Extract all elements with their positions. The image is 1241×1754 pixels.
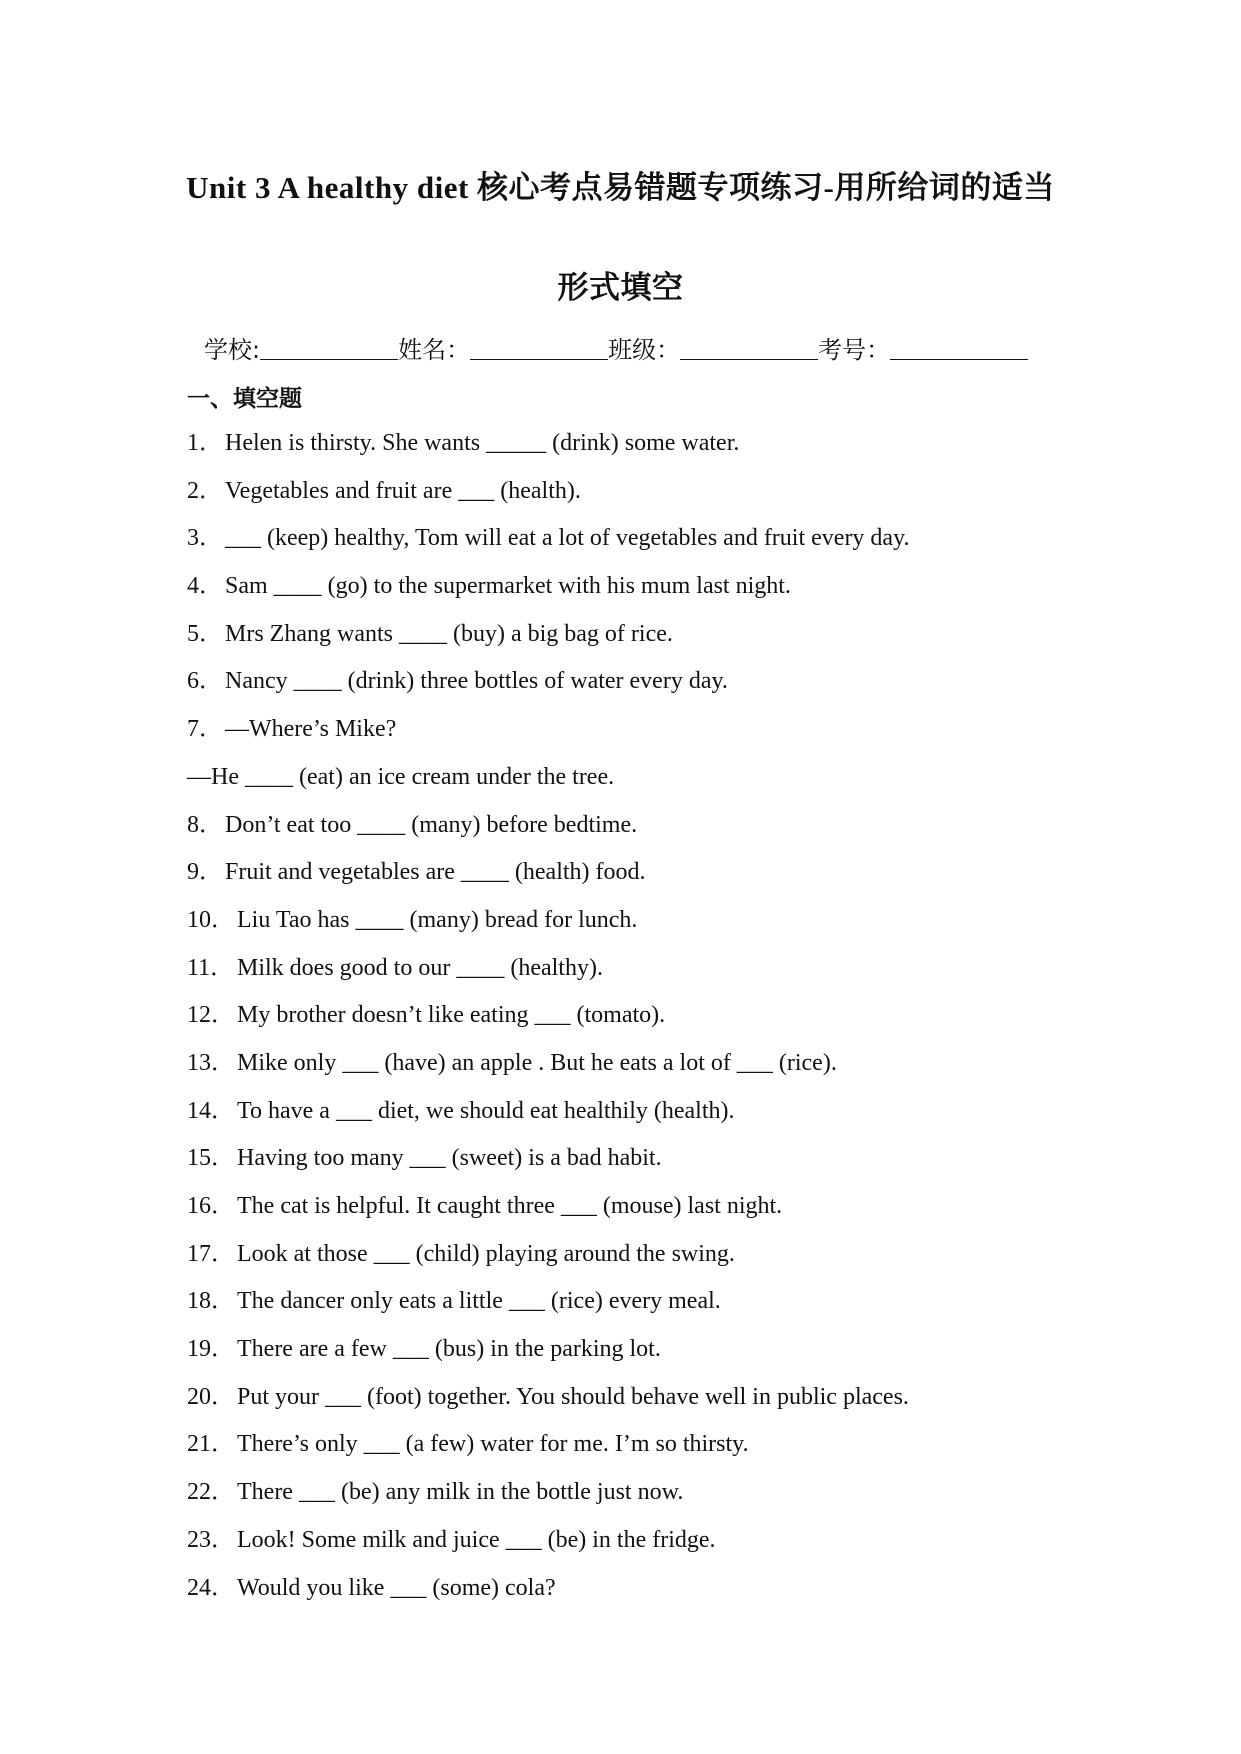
question-item bbox=[187, 1135, 1167, 1183]
question-text: Don’t eat too ____ (many) before bedtime. bbox=[225, 811, 638, 838]
question-number: 12． bbox=[187, 1002, 235, 1029]
question-number: 3． bbox=[187, 525, 223, 552]
question-number: 2． bbox=[187, 477, 223, 504]
question-item bbox=[187, 563, 1167, 611]
question-number: 11． bbox=[187, 954, 235, 981]
question-item bbox=[187, 1088, 1167, 1136]
question-text: Helen is thirsty. She wants _____ (drink) some water. bbox=[225, 430, 740, 456]
question-text: Look! Some milk and juice ___ (be) in the fridge. bbox=[237, 1526, 716, 1553]
question-item bbox=[187, 849, 1167, 897]
question-number: 5． bbox=[187, 620, 223, 647]
question-number: 22． bbox=[187, 1479, 235, 1506]
question-number: 7． bbox=[187, 716, 223, 743]
question-number: 17． bbox=[187, 1240, 235, 1267]
question-text: Liu Tao has ____ (many) bread for lunch. bbox=[237, 906, 638, 933]
question-text: There’s only ___ (a few) water for me. I’m so thirsty. bbox=[237, 1431, 749, 1458]
question-item bbox=[187, 945, 1167, 993]
question-number: 21． bbox=[187, 1431, 235, 1458]
question-number: 10． bbox=[187, 906, 235, 933]
question-item bbox=[187, 1278, 1167, 1326]
question-text: Milk does good to our ____ (healthy). bbox=[237, 954, 603, 981]
question-item bbox=[187, 1421, 1167, 1469]
question-text: Would you like ___ (some) cola? bbox=[237, 1574, 556, 1601]
student-info-row bbox=[204, 330, 1104, 365]
page-title-line-2: 形式填空 bbox=[557, 270, 684, 305]
question-number: 16． bbox=[187, 1193, 235, 1219]
question-item bbox=[187, 897, 1167, 945]
question-number: 19． bbox=[187, 1336, 235, 1363]
question-item bbox=[187, 658, 1167, 706]
question-number: 20． bbox=[187, 1383, 235, 1410]
question-text: ___ (keep) healthy, Tom will eat a lot of vegetables and fruit every day. bbox=[225, 525, 910, 552]
question-number: 6． bbox=[187, 668, 223, 695]
question-text: Put your ___ (foot) together. You should behave well in public places. bbox=[237, 1383, 909, 1410]
question-item bbox=[187, 1565, 1167, 1613]
number-label: 考号： bbox=[818, 336, 891, 364]
question-number: 13． bbox=[187, 1049, 235, 1076]
number-blank[interactable] bbox=[890, 339, 1028, 360]
question-text: To have a ___ diet, we should eat healthily (health). bbox=[237, 1097, 735, 1124]
question-item bbox=[187, 1326, 1167, 1374]
question-text: Fruit and vegetables are ____ (health) food. bbox=[225, 859, 646, 886]
question-text: The cat is helpful. It caught three ___ (mouse) last night. bbox=[237, 1193, 783, 1219]
question-item bbox=[187, 468, 1167, 516]
section-heading: 一、填空题 bbox=[187, 386, 302, 412]
question-text: —Where’s Mike? bbox=[225, 716, 397, 743]
question-text: Mike only ___ (have) an apple . But he eats a lot of ___ (rice). bbox=[237, 1049, 837, 1076]
question-text: Look at those ___ (child) playing around the swing. bbox=[237, 1240, 735, 1267]
question-item bbox=[187, 1040, 1167, 1088]
question-number: 9． bbox=[187, 859, 223, 886]
school-blank[interactable] bbox=[260, 339, 398, 360]
page-title-line-1: Unit 3 A healthy diet 核心考点易错题专项练习-用所给词的适当 bbox=[186, 170, 1055, 205]
question-number: 18． bbox=[187, 1288, 235, 1315]
question-text: —He ____ (eat) an ice cream under the tree. bbox=[187, 763, 615, 790]
school-label: 学校: bbox=[204, 336, 261, 364]
question-text: Vegetables and fruit are ___ (health). bbox=[225, 477, 581, 504]
question-item bbox=[187, 802, 1167, 850]
question-text: There ___ (be) any milk in the bottle just now. bbox=[237, 1479, 684, 1506]
question-item bbox=[187, 1374, 1167, 1422]
question-number: 24． bbox=[187, 1574, 235, 1601]
question-text: Nancy ____ (drink) three bottles of water every day. bbox=[225, 668, 728, 695]
question-item bbox=[187, 1231, 1167, 1279]
question-text: Sam ____ (go) to the supermarket with his mum last night. bbox=[225, 573, 791, 600]
name-blank[interactable] bbox=[470, 339, 608, 360]
question-item bbox=[187, 706, 1167, 754]
question-number: 14． bbox=[187, 1097, 235, 1124]
question-text: Mrs Zhang wants ____ (buy) a big bag of rice. bbox=[225, 620, 673, 647]
question-item bbox=[187, 754, 1167, 802]
name-label: 姓名： bbox=[398, 336, 471, 364]
question-item bbox=[187, 992, 1167, 1040]
question-text: Having too many ___ (sweet) is a bad habit. bbox=[237, 1145, 662, 1172]
question-item bbox=[187, 1469, 1167, 1517]
question-number: 4． bbox=[187, 573, 223, 600]
question-item bbox=[187, 611, 1167, 659]
question-list bbox=[187, 420, 1167, 1612]
question-item bbox=[187, 1517, 1167, 1565]
question-item bbox=[187, 420, 1167, 468]
question-text: The dancer only eats a little ___ (rice) every meal. bbox=[237, 1288, 721, 1315]
question-text: My brother doesn’t like eating ___ (tomato). bbox=[237, 1002, 666, 1029]
question-item bbox=[187, 1183, 1167, 1231]
question-number: 23． bbox=[187, 1526, 235, 1553]
question-number: 1． bbox=[187, 430, 223, 456]
question-text: There are a few ___ (bus) in the parking lot. bbox=[237, 1336, 661, 1363]
class-label: 班级： bbox=[608, 336, 681, 364]
question-number: 8． bbox=[187, 811, 223, 838]
question-item bbox=[187, 515, 1167, 563]
question-number: 15． bbox=[187, 1145, 235, 1172]
class-blank[interactable] bbox=[680, 339, 818, 360]
